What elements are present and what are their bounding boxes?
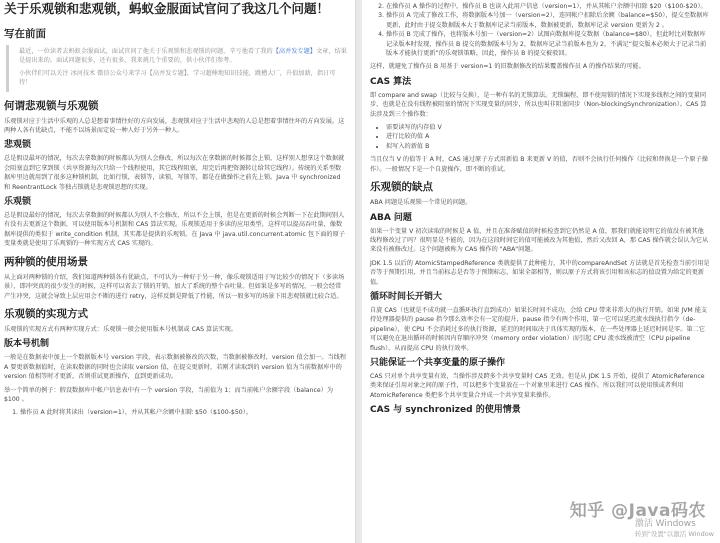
preface-heading: 写在前面 bbox=[4, 28, 46, 40]
section-heading: 何谓悲观锁与乐观锁 bbox=[4, 99, 99, 112]
section-heading-cons: 乐观锁的缺点 bbox=[370, 181, 433, 194]
paragraph: 乐观锁对应于生活中乐观的人总是想着事情往好的方向发展，悲观锁对应于生活中悲观的人总是想着事情往坏的方向发展。这两种人各有优缺点，不能不以场景而定说一种人好于另外一种人。 bbox=[4, 117, 345, 135]
list-item: 4. 操作员 B 完成了操作，也将版本号加一（version=2）试图向数据库提交数据（balance=$80），但此时比对数据库记录版本时发现，操作员 B 提交的数据版本号为 2，数据库记录当前版本也为 2，不满足“提交版本必须大于记录当前版本才能执行更新”的乐观锁策略，因此，操作员 B 的提交被驳回。 bbox=[386, 30, 710, 58]
section-heading: 乐观锁的实现方式 bbox=[4, 307, 88, 320]
list-item: • 拟写入的新值 B bbox=[386, 142, 710, 151]
paragraph: 即 compare and swap（比较与交换），是一种有名的无锁算法。无锁编程，即不使用锁的情况下实现多线程之间的变量同步，也就是在没有线程被阻塞的情况下实现变量的同步，所以也叫非阻塞同步（Non-blockingSynchronization）。CAS 算法涉及到三个操作数： bbox=[370, 91, 707, 118]
preface-quote-1-text-a: 最近，一位读者去蚂蚁金服面试，面试官问了他关于乐观锁和悲观锁的问题，辛亏他看了我的 bbox=[19, 48, 273, 55]
preface-quote-2: 小伙伴们可以关注 冰河技术 微信公众号来学习【高并发专题】，学习超棒地知识技能，跳槽大厂，升值加薪，指日可待！ bbox=[19, 69, 336, 87]
preface-quote-1-text-b: 文章，结果是提出来的。面试问题很多，还有很多，我来挑几个重要的，供小伙伴们参考。 bbox=[19, 48, 347, 65]
section-version-number bbox=[4, 339, 347, 417]
paragraph: 总是假设最好的情况，每次去拿数据的时候都认为别人不会修改，所以不会上锁，但是在更新的时候会判断一下在此期间别人有没有去更新这个数据，可以使用版本号机制和 CAS 算法实现。乐观锁适用于多读的应用类型，这样可以提高吞吐量，像数据库提供的类似于 write_condition 机制，其实都是提供的乐观锁。在 Java 中 java.util.concurrent.atomic 包下面的原子变量类就是使用了乐观锁的一种实现方式 CAS 实现的。 bbox=[4, 212, 345, 248]
paragraph: 总是假设最坏的情况，每次去拿数据的时候都认为别人会修改，所以每次在拿数据的时候都会上锁，这样别人想拿这个数据就会阻塞直到它拿到锁（共享资源每次只给一个线程使用，其它线程阻塞，用完后再把资源转让给其它线程）。传统的关系型数据库里边就用到了很多这种锁机制，比如行锁，表锁等，读锁，写锁等，都是在做操作之前先上锁。Java 中 synchronized 和 ReentrantLock 等独占锁就是悲观锁思想的实现。 bbox=[4, 155, 345, 191]
paragraph: 乐观锁的实现方式有两种实现方式：乐观锁一般会使用版本号机制或 CAS 算法实现。 bbox=[4, 325, 237, 333]
paragraph: CAS 只对单个共享变量有效，当操作涉及跨多个共享变量时 CAS 无效。但是从 JDK 1.5 开始，提供了 AtomicReference 类来保证引用对象之间的原子性，可以把多个变量放在一个对象里来进行 CAS 操作。所以我们可以使用锁或者利用 AtomicReference 类把多个共享变量合并成一个共享变量来操作。 bbox=[370, 372, 705, 399]
activate-windows-subtitle: 转到"设置"以激活 Window bbox=[634, 530, 714, 538]
list-item: 3. 操作员 A 完成了修改工作，将数据版本号加一（version=2），连同帐户扣除后余额（balance=$50），提交至数据库更新，此时由于提交数据版本大于数据库记录当前版本，数据被更新，数据库记录 version 更新为 2 。 bbox=[386, 11, 710, 30]
example-steps-list-continued bbox=[370, 2, 710, 58]
paragraph: 当且仅当 V 的值等于 A 时，CAS 通过原子方式用新值 B 来更新 V 的值，否则不会执行任何操作（比较和替换是一个原子操作）。一般情况下是一个自旋操作，即不断的重试。 bbox=[370, 156, 708, 173]
subsection-heading: 版本号机制 bbox=[4, 339, 50, 350]
subsection-heading-aba: ABA 问题 bbox=[370, 212, 412, 223]
paragraph: 一般是在数据表中加上一个数据版本号 version 字段，表示数据被修改的次数，当数据被修改时，version 值会加一。当线程 A 要更新数据值时，在读取数据的同时也会读取 version 值，在提交更新时，若刚才读取到的 version 值为当前数据库中的 version 值相等时才更新，否则重试更新操作，直到更新成功。 bbox=[4, 354, 347, 381]
paragraph: 举一个简单的例子：假设数据库中帐户信息表中有一个 version 字段，当前值为 1；而当前帐户余额字段（balance）为 $100 。 bbox=[4, 386, 334, 403]
windows-activation-notice bbox=[635, 519, 714, 539]
subsection-heading-atomic: 只能保证一个共享变量的原子操作 bbox=[370, 357, 506, 368]
subsection-heading: 乐观锁 bbox=[4, 197, 32, 208]
left-page bbox=[0, 0, 356, 543]
list-item: 2. 在操作员 A 操作的过程中，操作员 B 也读入此用户信息（version=1），并从其帐户余额中扣除 $20（$100-$20）。 bbox=[386, 2, 710, 11]
paragraph: JDK 1.5 以后的 AtomicStampedReference 类就提供了此种能力，其中的compareAndSet 方法就是首先检查当前引用是否等于预期引用，并且当前标志是否等于预期标志，如果全部相等，则以原子方式将该引用和该标志的值设置为给定的更新值。 bbox=[370, 259, 710, 286]
paragraph: ABA 问题是乐观锁一个常见的问题。 bbox=[370, 199, 472, 207]
section-heading: 两种锁的使用场景 bbox=[4, 255, 88, 268]
list-item: 1. 操作员 A 此时将其读出（version=1），并从其帐户余额中扣除 $50（$100-$50）。 bbox=[20, 408, 347, 417]
concurrency-topic-link[interactable]: 【高并发专题】 bbox=[272, 48, 316, 55]
example-steps-list bbox=[4, 408, 347, 417]
list-item: • 进行比较的值 A bbox=[386, 132, 710, 141]
list-item: • 需要读写的内存值 V bbox=[386, 123, 710, 132]
subsection-heading-cas: CAS 算法 bbox=[370, 76, 412, 87]
section-use-cases bbox=[4, 256, 347, 301]
activate-windows-title: 激活 Windows bbox=[634, 519, 696, 529]
section-pessimistic-lock bbox=[4, 140, 347, 192]
preface-quote-1 bbox=[19, 47, 347, 66]
section-optimistic-pessimistic bbox=[4, 100, 347, 136]
paragraph: 这样，就避免了操作员 B 用基于 version=1 的旧数据修改的结果覆盖操作员 A 的操作结果的可能。 bbox=[370, 63, 645, 71]
article-title: 关于乐观锁和悲观锁，蚂蚁金服面试官问了我这几个问题！ bbox=[4, 1, 330, 16]
section-implementation bbox=[4, 308, 347, 334]
paragraph: 从上面对两种锁的介绍，我们知道两种锁各有优缺点，不可认为一种好于另一种，像乐观锁适用于写比较少的情况下（多读场景），即冲突真的很少发生的时候，这样可以省去了锁的开销，加大了系统的整个吞吐量。但如果是多写的情况，一般会经常产生冲突，这就会导致上层应用会不断的进行 retry，这样反倒是降低了性能，所以一般多写的场景下用悲观锁就比较合适。 bbox=[4, 273, 345, 300]
subsection-heading: 悲观锁 bbox=[4, 140, 32, 151]
subsection-heading-spin: 循环时间长开销大 bbox=[370, 291, 443, 302]
section-optimistic-lock bbox=[4, 197, 347, 249]
paragraph: 如果一个变量 V 初次读取的时候是 A 值，并且在准备赋值的时候检查到它仍然是 A 值，那我们就能说明它的值没有被其他线程修改过了吗？很明显是不能的，因为在这段时间它的值可能被改为其他值，然后又改回 A，那 CAS 操作就会误认为它从来没有被修改过。这个问题被称为 CAS 操作的 "ABA"问题。 bbox=[370, 227, 709, 254]
preface-quote bbox=[6, 45, 347, 92]
paragraph: 自旋 CAS（也就是不成功就一直循环执行直到成功）如果长时间不成功，会给 CPU 带来非常大的执行开销。如果 JVM 能支持处理器提供的 pause 指令那么效率会有一定的提升，pause 指令有两个作用，第一它可以延迟流水线执行指令（de-pipeline），使 CPU 不会消耗过多的执行资源，延迟的时间取决于具体实现的版本，在一些处理器上延迟时间是零。第二它可以避免在退出循环的时候因内存顺序冲突（memory order violation）而引起 CPU 流水线被清空（CPU pipeline flush），从而提高 CPU 的执行效率。 bbox=[370, 306, 708, 352]
right-page bbox=[362, 0, 720, 543]
cas-operands-list bbox=[370, 123, 710, 151]
zhihu-watermark: 知乎 @Java码农 bbox=[569, 501, 706, 521]
subsection-heading-cas-vs-synchronized: CAS 与 synchronized 的使用情景 bbox=[370, 405, 521, 416]
